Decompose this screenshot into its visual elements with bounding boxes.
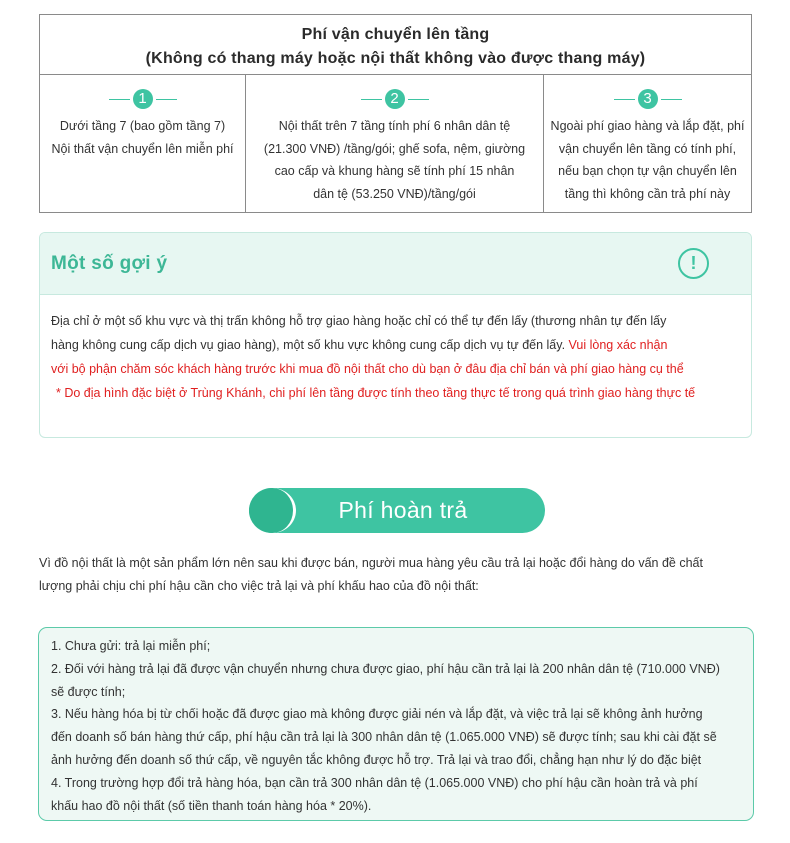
refund-fee-banner (249, 488, 545, 533)
warning-text: với bộ phận chăm sóc khách hàng trước khi mua đồ nội thất cho dù bạn ở đâu địa chỉ bán và phí giao hàng cụ thể (51, 362, 684, 376)
fee-column-3-line: tầng thì không cần trả phí này (564, 186, 731, 201)
fee-column-3 (543, 75, 751, 213)
fee-column-1-line: Nội thất vận chuyển lên miễn phí (51, 141, 234, 156)
refund-rule-line: 1. Chưa gửi: trả lại miễn phí; (51, 639, 211, 653)
fee-column-2-line: Nội thất trên 7 tầng tính phí 6 nhân dân tệ (278, 119, 511, 133)
suggestions-header (40, 233, 751, 295)
refund-rule-line: 4. Trong trường hợp đổi trả hàng hóa, bạn cần trả 300 nhân dân tệ (1.065.000 VNĐ) cho phí hậu cần hoàn trả và phí (51, 775, 698, 790)
fee-column-3-line: nếu bạn chọn tự vận chuyển lên (558, 164, 737, 178)
refund-rule-line: 3. Nếu hàng hóa bị từ chối hoặc đã được giao mà không được giải nén và lắp đặt, và việc trả lại sẽ không ảnh hưởng (51, 707, 703, 722)
refund-intro-line: Vì đồ nội thất là một sản phẩm lớn nên sau khi được bán, người mua hàng yêu cầu trả lại hoặc đổi hàng do vấn đề chất (39, 556, 703, 570)
fee-table-subtitle: (Không có thang máy hoặc nội thất không vào được thang máy) (145, 50, 646, 67)
suggestions-body (40, 295, 751, 405)
refund-rules-box (38, 627, 754, 821)
alert-icon: ! (678, 248, 709, 279)
refund-rule-line: đến doanh số bán hàng thứ cấp, phí hậu cần trả lại là 300 nhân dân tệ (1.065.000 VNĐ) sẽ được tính; sau khi cài đặt sẽ (51, 730, 717, 745)
fee-column-1 (40, 75, 245, 213)
fee-column-2 (245, 75, 543, 213)
suggestions-title: Một số gợi ý (51, 252, 168, 274)
fee-column-1-line: Dưới tầng 7 (bao gồm tầng 7) (59, 119, 226, 133)
refund-rule-line: sẽ được tính; (51, 684, 126, 699)
fee-table-header (40, 15, 751, 75)
fee-table-title: Phí vận chuyển lên tầng (301, 26, 490, 43)
chongqing-note: * Do địa hình đặc biệt ở Trùng Khánh, chi phí lên tầng được tính theo tầng thực tế trong quá trình giao hàng thực tế (56, 386, 696, 400)
suggestion-text: Địa chỉ ở một số khu vực và thị trấn không hỗ trợ giao hàng hoặc chỉ có thể tự đến lấy (thương nhân tự đến lấy (51, 314, 667, 328)
refund-intro (39, 552, 759, 597)
fee-column-2-line: dân tệ (53.250 VNĐ)/tầng/gói (313, 186, 476, 201)
fee-column-3-line: vận chuyển lên tầng có tính phí, (558, 141, 737, 156)
refund-rule-line: ảnh hưởng đến doanh số thứ cấp, về nguyên tắc không được hỗ trợ. Trả lại và trao đổi, chẳng hạn như lý do đặc biệt (51, 752, 702, 767)
step-number-badge: 2 (385, 89, 405, 109)
refund-rule-line: 2. Đối với hàng trả lại đã được vận chuyển nhưng chưa được giao, phí hậu cần trả lại là 200 nhân dân tệ (710.000 VNĐ) (51, 661, 720, 676)
suggestions-box (39, 232, 752, 438)
suggestion-text: hàng không cung cấp dịch vụ giao hàng), một số khu vực không cung cấp dịch vụ tự đến lấy. Vui lòng xác nhận (51, 338, 668, 352)
refund-intro-line: lượng phải chịu chi phí hậu cần cho việc trả lại và phí khấu hao của đồ nội thất: (39, 578, 479, 593)
fee-column-3-line: Ngoài phí giao hàng và lắp đặt, phí (550, 119, 745, 133)
fee-column-2-line: cao cấp và khung hàng sẽ tính phí 15 nhân (274, 164, 515, 178)
step-number-badge: 1 (133, 89, 153, 109)
fee-column-2-line: (21.300 VNĐ) /tầng/gói; ghế sofa, nệm, giường (263, 141, 526, 156)
refund-rule-line: khấu hao đồ nội thất (số tiền thanh toán hàng hóa * 20%). (51, 798, 372, 813)
warning-text: Vui lòng xác nhận (568, 338, 668, 352)
step-number-badge: 3 (638, 89, 658, 109)
refund-fee-title: Phí hoàn trả (338, 497, 468, 523)
floor-delivery-fee-table (39, 14, 752, 213)
